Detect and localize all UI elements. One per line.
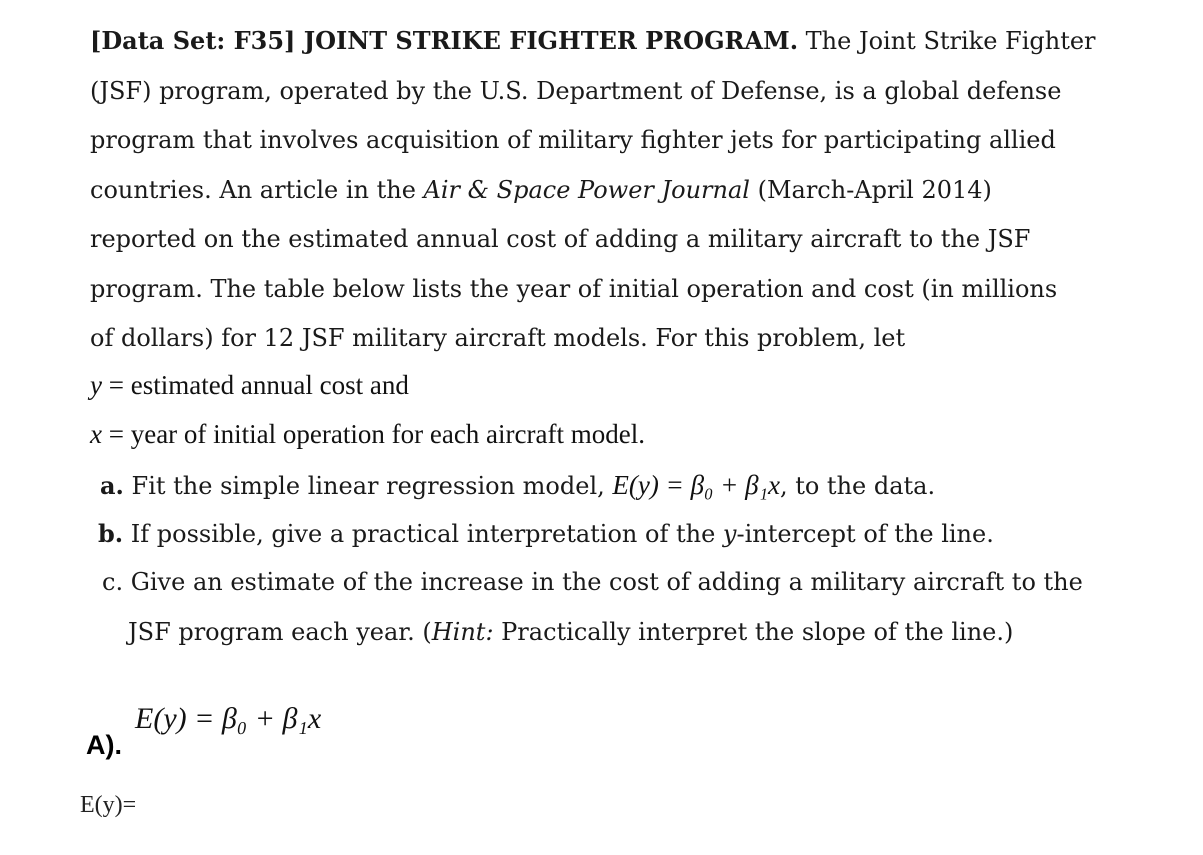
part-a-model: E(y) = β₀ + β₁x xyxy=(612,470,780,500)
answer-model: E(y) = β₀ + β₁x xyxy=(135,702,322,735)
problem-line-1: [Data Set: F35] JOINT STRIKE FIGHTER PROGRAM. The Joint Strike Fighter xyxy=(90,26,1096,55)
part-b: b. If possible, give a practical interpretation of the y-intercept of the line. xyxy=(98,519,994,548)
definition-y: y = estimated annual cost and xyxy=(90,370,409,400)
problem-line-5: reported on the estimated annual cost of adding a military aircraft to the JSF xyxy=(90,225,1031,253)
problem-line-4: countries. An article in the Air & Space Power Journal (March-April 2014) xyxy=(90,175,992,204)
part-c: c. Give an estimate of the increase in the cost of adding a military aircraft to the xyxy=(102,568,1083,596)
journal-title: Air & Space Power Journal xyxy=(423,175,750,204)
answer-label: A). xyxy=(86,730,122,760)
definition-x: x = year of initial operation for each aircraft model. xyxy=(90,419,645,449)
part-a: a. Fit the simple linear regression model, E(y) = β₀ + β₁x, to the data. xyxy=(100,470,936,500)
problem-line-2: (JSF) program, operated by the U.S. Department of Defense, is a global defense xyxy=(90,76,1062,105)
problem-line-7: of dollars) for 12 JSF military aircraft models. For this problem, let xyxy=(90,324,906,352)
answer-input[interactable] xyxy=(145,790,449,822)
hint-label: Hint: xyxy=(431,618,494,646)
problem-line-3: program that involves acquisition of military fighter jets for participating allied xyxy=(90,126,1056,154)
part-c-line-2: JSF program each year. (Hint: Practically interpret the slope of the line.) xyxy=(128,618,1014,646)
problem-statement xyxy=(90,16,1096,364)
problem-tag: [Data Set: F35] JOINT STRIKE FIGHTER PROGRAM. xyxy=(90,26,799,55)
problem-line-6: program. The table below lists the year of initial operation and cost (in millions xyxy=(90,274,1058,303)
answer-input-label: E(y)= xyxy=(80,792,137,818)
